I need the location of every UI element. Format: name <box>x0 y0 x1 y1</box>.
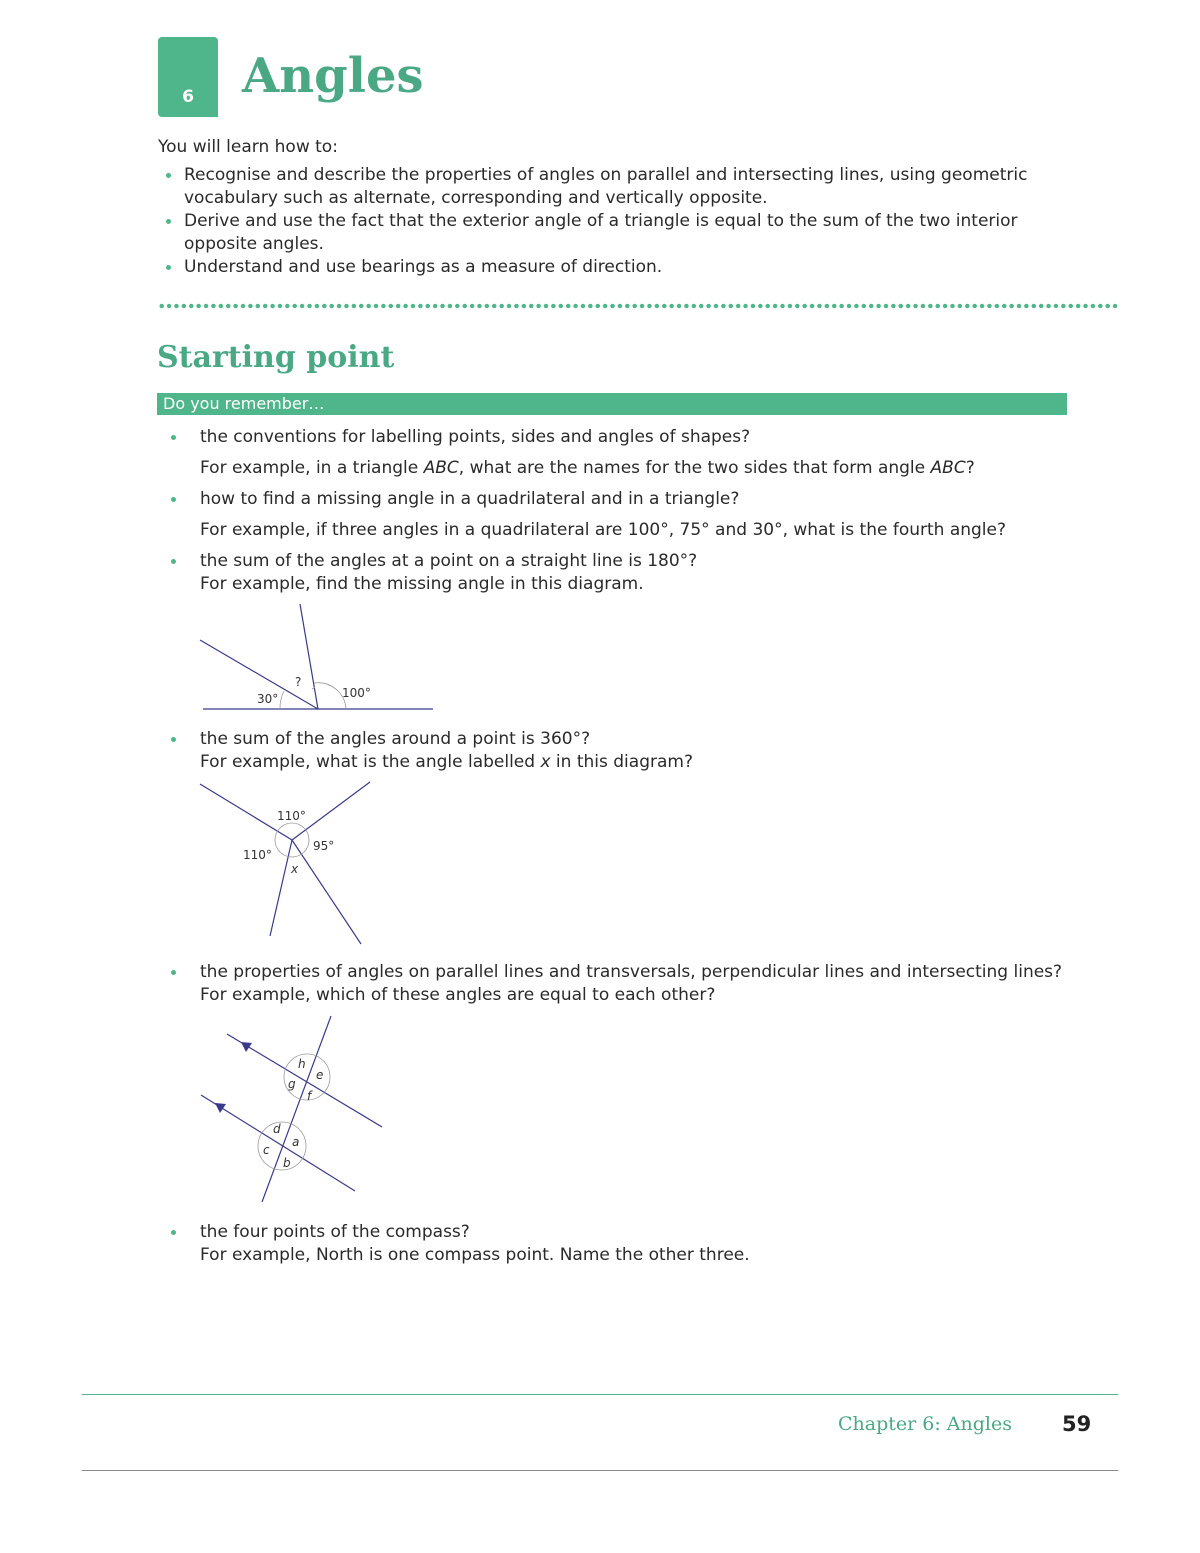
footer-rule-bottom <box>82 1470 1118 1471</box>
item-example: For example, find the missing angle in this diagram. <box>200 574 644 594</box>
bullet-icon <box>171 737 176 742</box>
parallel-arrow-icon <box>215 1103 226 1113</box>
item-question: the conventions for labelling points, sides and angles of shapes? <box>200 427 751 447</box>
item-question: how to find a missing angle in a quadrilateral and in a triangle? <box>200 489 740 509</box>
item-example <box>200 750 693 774</box>
angle-label-x: x <box>291 862 299 876</box>
chapter-number-badge <box>158 37 218 117</box>
example-italic: x <box>540 752 551 772</box>
straight-line-angle-diagram <box>195 600 440 715</box>
objective-item: Derive and use the fact that the exterior angle of a triangle is equal to the sum of the two interior opposite angles. <box>158 210 1078 256</box>
footer-chapter-label: Chapter 6: Angles <box>838 1413 1012 1435</box>
chapter-title: Angles <box>242 48 424 104</box>
transversal-line <box>262 1016 331 1202</box>
parallel-arrow-icon <box>241 1042 252 1052</box>
angle-label-h: h <box>298 1057 306 1071</box>
parallel-lines-diagram <box>195 1010 395 1210</box>
bullet-icon <box>171 435 176 440</box>
bullet-icon <box>171 1230 176 1235</box>
ray-lower-right <box>292 840 361 944</box>
example-text: ? <box>965 458 975 478</box>
item-example: For example, if three angles in a quadrilateral are 100°, 75° and 30°, what is the fourth angle? <box>200 520 1007 540</box>
item-example: For example, which of these angles are equal to each other? <box>200 985 716 1005</box>
page-number: 59 <box>1062 1412 1092 1436</box>
parallel-line-bottom <box>201 1095 355 1191</box>
item-example <box>200 456 975 480</box>
objectives-list <box>158 164 1078 279</box>
parallel-line-top <box>227 1034 382 1127</box>
item-question: the properties of angles on parallel lines and transversals, perpendicular lines and intersecting lines? <box>200 962 1063 982</box>
objective-item: Understand and use bearings as a measure of direction. <box>158 256 1078 279</box>
angles-around-point-diagram <box>195 778 395 948</box>
item-question: the four points of the compass? <box>200 1222 470 1242</box>
footer-rule-top <box>82 1394 1118 1395</box>
angle-label-left: 110° <box>243 848 272 862</box>
angle-label-e: e <box>316 1068 324 1082</box>
dotted-divider <box>158 303 1120 309</box>
bullet-icon <box>171 559 176 564</box>
item-example: For example, North is one compass point. Name the other three. <box>200 1245 750 1265</box>
angle-label-missing: ? <box>295 675 302 689</box>
example-text: For example, what is the angle labelled <box>200 752 541 772</box>
remember-bar-label: Do you remember… <box>163 394 325 413</box>
section-title: Starting point <box>157 340 395 375</box>
angle-label-b: b <box>283 1156 291 1170</box>
example-italic: ABC <box>930 458 966 478</box>
angle-label-30: 30° <box>257 692 279 706</box>
angle-label-a: a <box>292 1135 300 1149</box>
example-text: For example, in a triangle <box>200 458 424 478</box>
chapter-number: 6 <box>182 87 194 107</box>
item-question: the sum of the angles at a point on a straight line is 180°? <box>200 551 698 571</box>
remember-bar <box>157 393 1067 415</box>
bullet-icon <box>171 970 176 975</box>
ray-lower-left <box>270 840 292 936</box>
angle-label-d: d <box>273 1122 281 1136</box>
angle-label-right: 95° <box>313 839 335 853</box>
angle-label-top: 110° <box>277 809 306 823</box>
learn-intro: You will learn how to: <box>158 137 338 157</box>
bullet-icon <box>171 497 176 502</box>
angle-label-g: g <box>288 1077 296 1091</box>
example-text: in this diagram? <box>550 752 693 772</box>
angle-label-f: f <box>307 1089 312 1103</box>
example-italic: ABC <box>423 458 459 478</box>
upper-ray <box>300 604 318 709</box>
example-text: , what are the names for the two sides that form angle <box>458 458 931 478</box>
objective-item: Recognise and describe the properties of angles on parallel and intersecting lines, using geometric vocabulary such as alternate, corresponding and vertically opposite. <box>158 164 1078 210</box>
item-question: the sum of the angles around a point is 360°? <box>200 729 591 749</box>
angle-label-100: 100° <box>342 686 371 700</box>
angle-label-c: c <box>263 1143 270 1157</box>
